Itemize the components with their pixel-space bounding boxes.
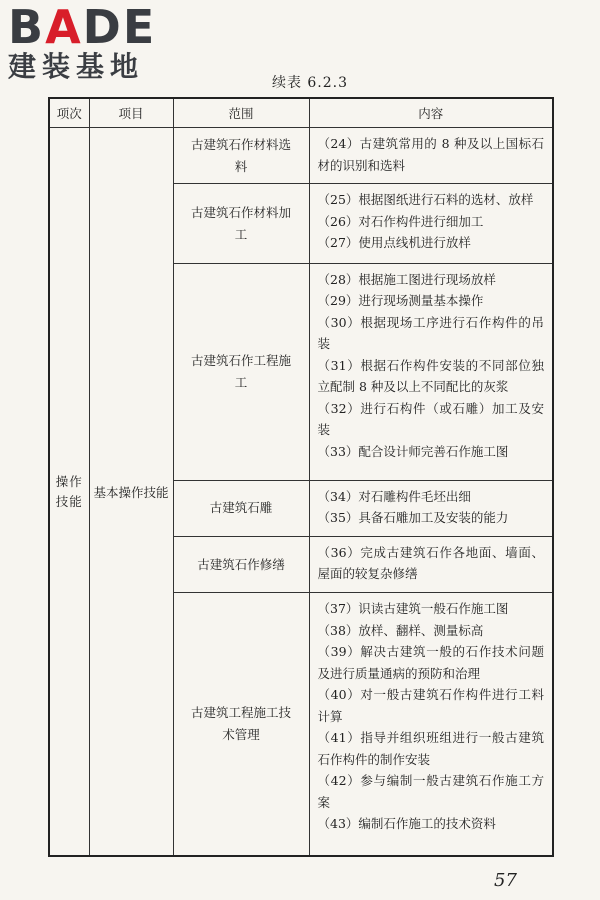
skills-table-wrap <box>48 97 554 857</box>
content-list <box>310 128 553 180</box>
content-item: （38）放样、翻样、测量标高 <box>317 622 484 638</box>
scope-cell: 古建筑石作修缮 <box>173 536 309 592</box>
header-content: 内容 <box>309 98 553 128</box>
project-cell: 基本操作技能 <box>89 128 173 857</box>
category-cell: 操作技能 <box>49 128 89 857</box>
content-cell <box>309 536 553 592</box>
page-number: 57 <box>494 870 517 891</box>
content-item: （30）根据现场工序进行石作构件的吊装 <box>317 314 544 352</box>
logo-letter: DE <box>82 0 157 54</box>
content-item: （42）参与编制一般古建筑石作施工方案 <box>317 773 544 810</box>
content-item: （43）编制石作施工的技术资料 <box>317 816 496 832</box>
content-item: （28）根据施工图进行现场放样 <box>317 271 496 287</box>
content-item: （40）对一般古建筑石作构件进行工料计算 <box>317 687 544 724</box>
content-cell <box>309 480 553 536</box>
content-item: （29）进行现场测量基本操作 <box>317 293 484 309</box>
content-list <box>310 537 553 589</box>
scope-cell: 古建筑石作材料选料 <box>173 128 309 184</box>
content-item: （32）进行石构件（或石雕）加工及安装 <box>317 400 544 438</box>
content-item: （26）对石作构件进行细加工 <box>317 213 484 229</box>
content-list <box>310 184 553 258</box>
content-item: （36）完成古建筑石作各地面、墙面、屋面的较复杂修缮 <box>317 544 544 582</box>
content-cell <box>309 128 553 184</box>
content-item: （37）识读古建筑一般石作施工图 <box>317 601 509 617</box>
scope-cell: 古建筑石雕 <box>173 480 309 536</box>
header-index: 项次 <box>49 98 89 128</box>
logo-subtitle: 建装基地 <box>8 50 145 83</box>
content-cell <box>309 184 553 263</box>
logo-letter: B <box>8 0 46 54</box>
content-cell <box>309 263 553 480</box>
scope-cell: 古建筑工程施工技术管理 <box>173 593 309 856</box>
content-item: （35）具备石雕加工及安装的能力 <box>317 510 509 526</box>
content-item: （39）解决古建筑一般的石作技术问题及进行质量通病的预防和治理 <box>317 644 544 681</box>
content-item: （33）配合设计师完善石作施工图 <box>317 443 509 459</box>
skills-table <box>48 97 554 857</box>
content-list <box>310 264 553 467</box>
table-caption: 续表 6.2.3 <box>271 75 349 91</box>
content-item: （25）根据图纸进行石料的选材、放样 <box>317 192 534 208</box>
content-item: （24）古建筑常用的 8 种及以上国标石材的识别和选料 <box>317 136 544 173</box>
content-list <box>310 593 553 839</box>
scope-cell: 古建筑石作材料加工 <box>173 184 309 263</box>
bade-logo <box>8 0 178 88</box>
content-item: （27）使用点线机进行放样 <box>317 235 471 251</box>
table-header-row <box>49 98 553 128</box>
content-item: （34）对石雕构件毛坯出细 <box>317 488 471 504</box>
logo-letter-accent: A <box>45 0 83 54</box>
table-row <box>49 128 553 184</box>
content-cell <box>309 593 553 856</box>
logo-brand <box>8 0 178 54</box>
content-item: （41）指导并组织班组进行一般古建筑石作构件的制作安装 <box>317 730 544 767</box>
header-scope: 范围 <box>173 98 309 128</box>
content-item: （31）根据石作构件安装的不同部位独立配制 8 种及以上不同配比的灰浆 <box>317 357 544 395</box>
scope-cell: 古建筑石作工程施工 <box>173 263 309 480</box>
table-body <box>49 128 553 857</box>
content-list <box>310 481 553 533</box>
header-project: 项目 <box>89 98 173 128</box>
